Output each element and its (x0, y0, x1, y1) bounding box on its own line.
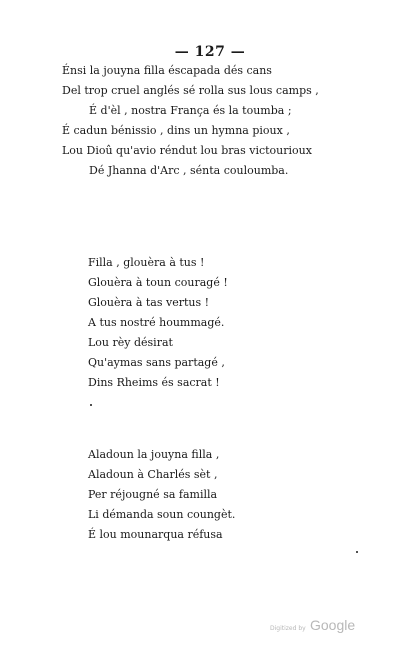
stanza-1-line: Énsi la jouyna filla éscapada dés cans (62, 64, 272, 77)
stanza-2-line: Lou rèy désirat (88, 336, 173, 349)
stanza-1-line: Lou Dioû qu'avio réndut lou bras victourioux (62, 144, 312, 157)
ink-speck (356, 551, 358, 553)
stanza-1-line: É cadun bénissio , dins un hymna pioux , (62, 124, 290, 137)
watermark-prefix: Digitized by (270, 625, 306, 632)
stanza-3-line: É lou mounarqua réfusa (88, 528, 223, 541)
stanza-1-line: Del trop cruel anglés sé rolla sus lous camps , (62, 84, 319, 97)
digitized-by-google-watermark (270, 617, 400, 637)
stanza-2-line: Glouèra à toun couragé ! (88, 276, 228, 289)
stanza-2-line: A tus nostré hoummagé. (88, 316, 225, 329)
stanza-2-line: Dins Rheims és sacrat ! (88, 376, 220, 389)
stanza-1-line: É d'èl , nostra França és la toumba ; (89, 104, 292, 117)
stanza-2-line: Filla , glouèra à tus ! (88, 256, 205, 269)
google-logo: Google (310, 617, 356, 633)
page-number: — 127 — (174, 44, 246, 60)
stanza-3-line: Aladoun la jouyna filla , (88, 448, 220, 461)
stanza-1-line: Dé Jhanna d'Arc , sénta couloumba. (89, 164, 289, 177)
ink-speck (90, 404, 92, 406)
stanza-2-line: Qu'aymas sans partagé , (88, 356, 225, 369)
stanza-2-line: Glouèra à tas vertus ! (88, 296, 210, 309)
stanza-3-line: Aladoun à Charlés sèt , (88, 468, 218, 481)
stanza-3-line: Li démanda soun coungèt. (88, 508, 236, 521)
stanza-3-line: Per réjougné sa familla (88, 488, 218, 501)
